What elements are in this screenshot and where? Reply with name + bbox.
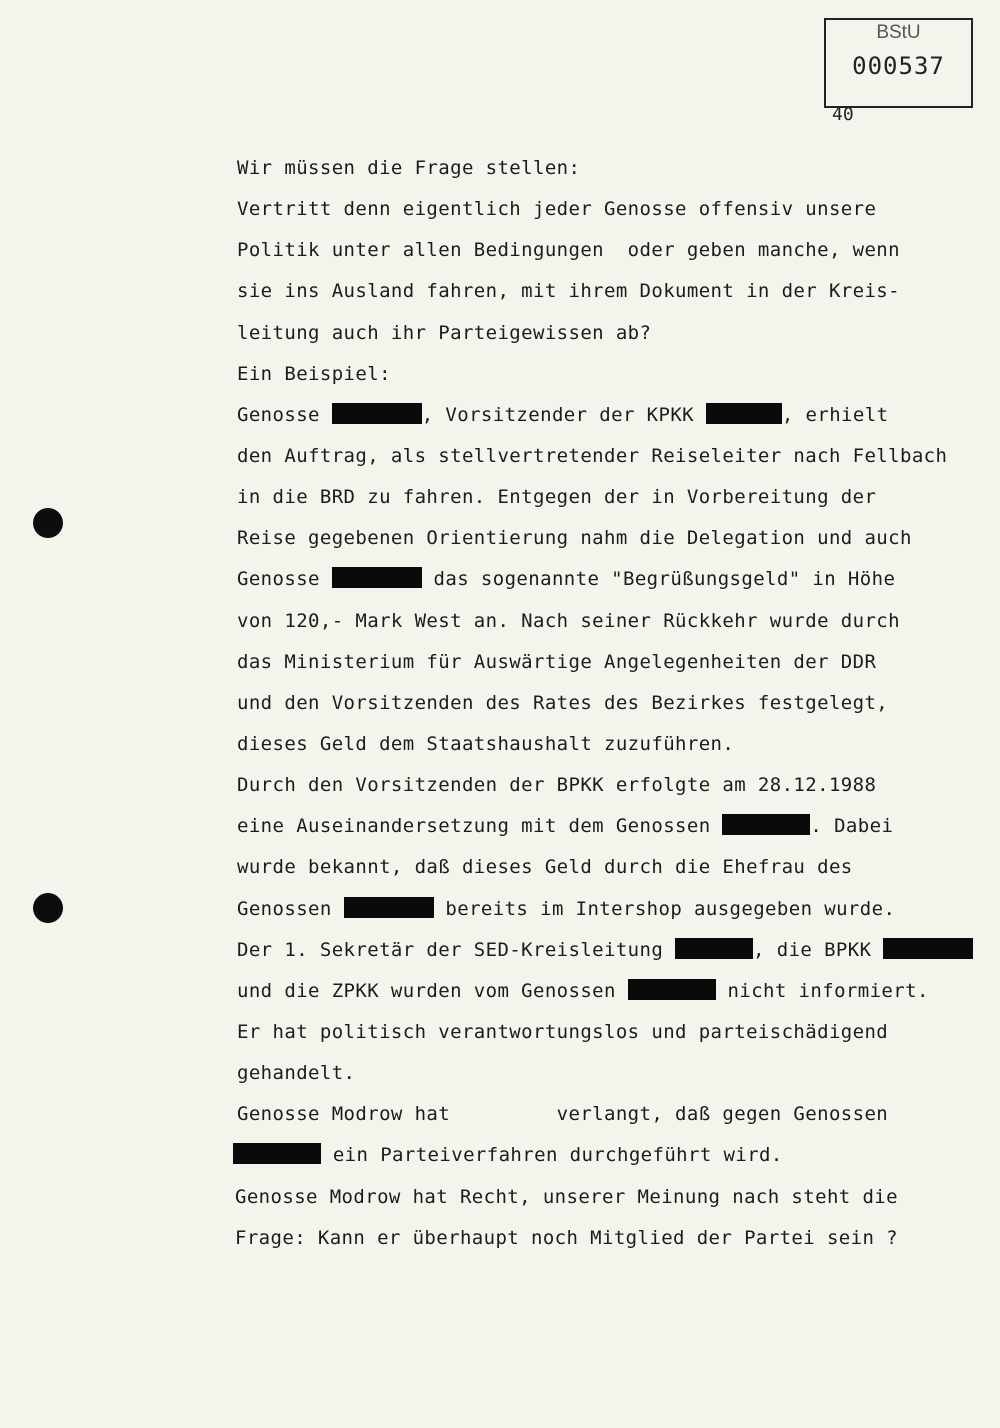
text-line bbox=[237, 896, 967, 937]
text-line bbox=[237, 937, 967, 978]
text-segment: von 120,- Mark West an. Nach seiner Rückkehr wurde durch bbox=[237, 609, 900, 632]
redaction-bar bbox=[344, 897, 434, 918]
text-line bbox=[237, 1019, 967, 1060]
text-segment: . Dabei bbox=[810, 815, 894, 838]
text-segment: und den Vorsitzenden des Rates des Bezirkes festgelegt, bbox=[237, 691, 889, 714]
text-segment: Genosse bbox=[237, 403, 332, 426]
text-segment: Politik unter allen Bedingungen oder geben manche, wenn bbox=[237, 239, 900, 262]
text-segment: Genossen bbox=[237, 897, 344, 920]
text-line bbox=[237, 443, 967, 484]
text-segment: Genosse Modrow hat verlangt, daß gegen Genossen bbox=[237, 1103, 889, 1126]
redaction-bar bbox=[628, 979, 716, 1000]
text-line bbox=[237, 278, 967, 319]
text-segment: wurde bekannt, daß dieses Geld durch die Ehefrau des bbox=[237, 856, 853, 879]
punch-hole-bottom bbox=[33, 893, 63, 923]
text-line bbox=[237, 1101, 967, 1142]
text-segment: Ein Beispiel: bbox=[237, 362, 391, 385]
redaction-bar bbox=[332, 403, 422, 424]
text-segment: , erhielt bbox=[781, 403, 889, 426]
text-segment: in die BRD zu fahren. Entgegen der in Vorbereitung der bbox=[237, 486, 877, 509]
text-line bbox=[237, 649, 967, 690]
text-line bbox=[237, 813, 967, 854]
document-body bbox=[237, 155, 967, 1266]
text-segment: den Auftrag, als stellvertretender Reiseleiter nach Fellbach bbox=[237, 444, 948, 467]
text-line bbox=[237, 237, 967, 278]
text-segment: leitung auch ihr Parteigewissen ab? bbox=[237, 321, 652, 344]
stamp-label: BStU bbox=[876, 22, 921, 43]
redaction-bar bbox=[233, 1143, 321, 1164]
text-line bbox=[233, 1142, 967, 1183]
text-line bbox=[237, 484, 967, 525]
stamp-number: 000537 bbox=[852, 52, 945, 80]
text-line bbox=[237, 731, 967, 772]
text-segment: Der 1. Sekretär der SED-Kreisleitung bbox=[237, 938, 676, 961]
text-segment: Genosse Modrow hat Recht, unserer Meinung nach steht die bbox=[235, 1185, 898, 1208]
text-segment: das sogenannte "Begrüßungsgeld" in Höhe bbox=[421, 568, 896, 591]
redaction-bar bbox=[332, 567, 422, 588]
text-segment: Er hat politisch verantwortungslos und parteischädigend bbox=[237, 1020, 889, 1043]
text-segment: und die ZPKK wurden vom Genossen bbox=[237, 979, 628, 1002]
text-segment: nicht informiert. bbox=[715, 979, 929, 1002]
text-line bbox=[237, 196, 967, 237]
text-segment: dieses Geld dem Staatshaushalt zuzuführen. bbox=[237, 732, 735, 755]
text-line bbox=[237, 525, 967, 566]
text-segment: Durch den Vorsitzenden der BPKK erfolgte am 28.12.1988 bbox=[237, 774, 877, 797]
text-segment: , die BPKK bbox=[753, 938, 884, 961]
text-segment: bereits im Intershop ausgegeben wurde. bbox=[433, 897, 896, 920]
text-line bbox=[237, 690, 967, 731]
punch-hole-top bbox=[33, 508, 63, 538]
text-segment: ein Parteiverfahren durchgeführt wird. bbox=[321, 1144, 783, 1167]
text-line bbox=[237, 1060, 967, 1101]
text-line bbox=[237, 608, 967, 649]
text-line bbox=[235, 1225, 967, 1266]
text-segment: Vertritt denn eigentlich jeder Genosse offensiv unsere bbox=[237, 198, 877, 221]
text-segment: gehandelt. bbox=[237, 1062, 356, 1085]
text-segment: Frage: Kann er überhaupt noch Mitglied der Partei sein ? bbox=[235, 1226, 898, 1249]
text-line bbox=[237, 320, 967, 361]
text-line bbox=[237, 978, 967, 1019]
archive-stamp bbox=[824, 18, 973, 108]
text-segment: sie ins Ausland fahren, mit ihrem Dokument in der Kreis- bbox=[237, 280, 900, 303]
text-line bbox=[237, 402, 967, 443]
redaction-bar bbox=[675, 938, 753, 959]
redaction-bar bbox=[706, 403, 782, 424]
text-line bbox=[237, 155, 967, 196]
redaction-bar bbox=[883, 938, 973, 959]
text-segment: Genosse bbox=[237, 568, 332, 591]
text-line bbox=[237, 566, 967, 607]
redaction-bar bbox=[722, 814, 810, 835]
text-segment: Reise gegebenen Orientierung nahm die Delegation und auch bbox=[237, 527, 912, 550]
text-line bbox=[237, 361, 967, 402]
text-segment: , Vorsitzender der KPKK bbox=[421, 403, 706, 426]
text-line bbox=[237, 854, 967, 895]
page-number: 40 bbox=[832, 104, 854, 125]
text-segment: eine Auseinandersetzung mit dem Genossen bbox=[237, 815, 723, 838]
text-line bbox=[235, 1184, 967, 1225]
text-line bbox=[237, 772, 967, 813]
text-segment: das Ministerium für Auswärtige Angelegenheiten der DDR bbox=[237, 650, 877, 673]
text-segment: Wir müssen die Frage stellen: bbox=[237, 157, 581, 179]
